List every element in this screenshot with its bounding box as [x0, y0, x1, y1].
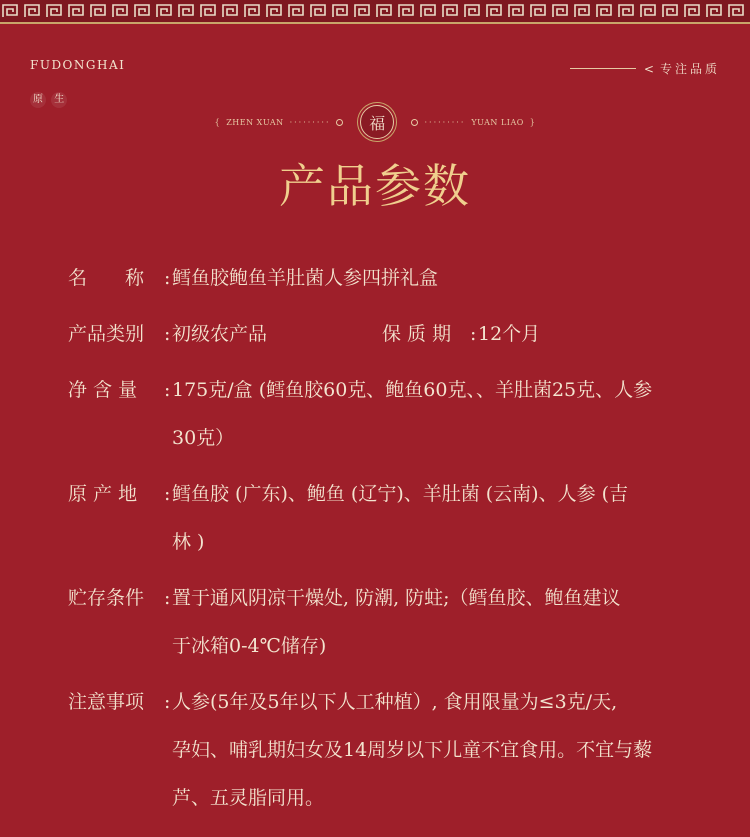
param-value-line: 林 )	[172, 531, 205, 553]
brand-sub-char-2: 生	[51, 92, 67, 108]
param-colon: :	[164, 691, 171, 713]
brand-name: FUDONGHAI	[30, 58, 126, 72]
ornament-ring-icon	[411, 119, 418, 126]
chevron-left-icon: <	[643, 61, 654, 76]
param-colon: :	[164, 267, 171, 289]
param-value-line: 175克/盒 (鳕鱼胶60克、鲍鱼60克、、羊肚菌25克、人参	[172, 379, 653, 401]
param-colon: :	[470, 323, 477, 345]
param-value: 初级农产品	[172, 323, 268, 345]
decorative-top-border	[0, 0, 750, 24]
title-ornament	[0, 104, 750, 140]
param-value	[172, 574, 688, 670]
param-label: 净 含 量	[68, 379, 138, 401]
ornament-left	[212, 118, 347, 127]
param-colon: :	[164, 323, 171, 345]
param-value-line: 30克）	[172, 427, 235, 449]
param-row-category	[68, 310, 688, 358]
param-value	[172, 366, 688, 462]
ornament-ring-icon	[336, 119, 343, 126]
parameter-list	[68, 254, 688, 830]
param-value-shelf-life: 12个月	[478, 323, 541, 345]
ornament-right-brace: }	[529, 117, 536, 127]
param-row-storage	[68, 574, 688, 670]
tagline-divider	[570, 68, 636, 69]
param-label: 注意事项	[68, 691, 145, 713]
param-colon: :	[164, 483, 171, 505]
brand-sub-char-1: 原	[30, 92, 46, 108]
param-value-line: 人参(5年及5年以下人工种植）, 食用限量为≤3克/天,	[172, 691, 618, 713]
param-colon: :	[164, 587, 171, 609]
ornament-left-text: ZHEN XUAN	[226, 117, 284, 127]
page-title: 产品参数	[279, 159, 471, 213]
param-value	[172, 678, 688, 822]
ornament-right-text: YUAN LIAO	[471, 117, 524, 127]
param-colon: :	[164, 379, 171, 401]
param-value-line: 芦、五灵脂同用。	[172, 787, 325, 809]
ornament-right-dots: ·········	[424, 117, 466, 127]
ornament-left-brace: {	[214, 117, 221, 127]
ornament-left-dots: ·········	[289, 117, 331, 127]
param-row-name	[68, 254, 688, 302]
ornament-right	[408, 118, 538, 127]
param-value-line: 置于通风阴凉干燥处, 防潮, 防蛀;（鳕鱼胶、鲍鱼建议	[172, 587, 621, 609]
tagline-text: 专注品质	[659, 62, 720, 76]
param-value-line: 孕妇、哺乳期妇女及14周岁以下儿童不宜食用。不宜与藜	[172, 739, 653, 761]
param-label-shelf-life: 保 质 期	[382, 323, 452, 345]
param-row-notice	[68, 678, 688, 822]
tagline	[570, 60, 720, 77]
param-value	[172, 470, 688, 566]
param-label: 贮存条件	[68, 587, 145, 609]
param-value-line: 于冰箱0-4℃储存)	[172, 635, 327, 657]
param-row-net-content	[68, 366, 688, 462]
fu-badge: 福	[360, 105, 394, 139]
param-label: 原 产 地	[68, 483, 138, 505]
param-label: 产品类别	[68, 323, 145, 345]
param-label: 名 称	[68, 267, 145, 289]
param-value-line: 鳕鱼胶 (广东)、鲍鱼 (辽宁)、羊肚菌 (云南)、人参 (吉	[172, 483, 629, 505]
param-value: 鳕鱼胶鲍鱼羊肚菌人参四拼礼盒	[172, 267, 439, 289]
param-row-origin	[68, 470, 688, 566]
